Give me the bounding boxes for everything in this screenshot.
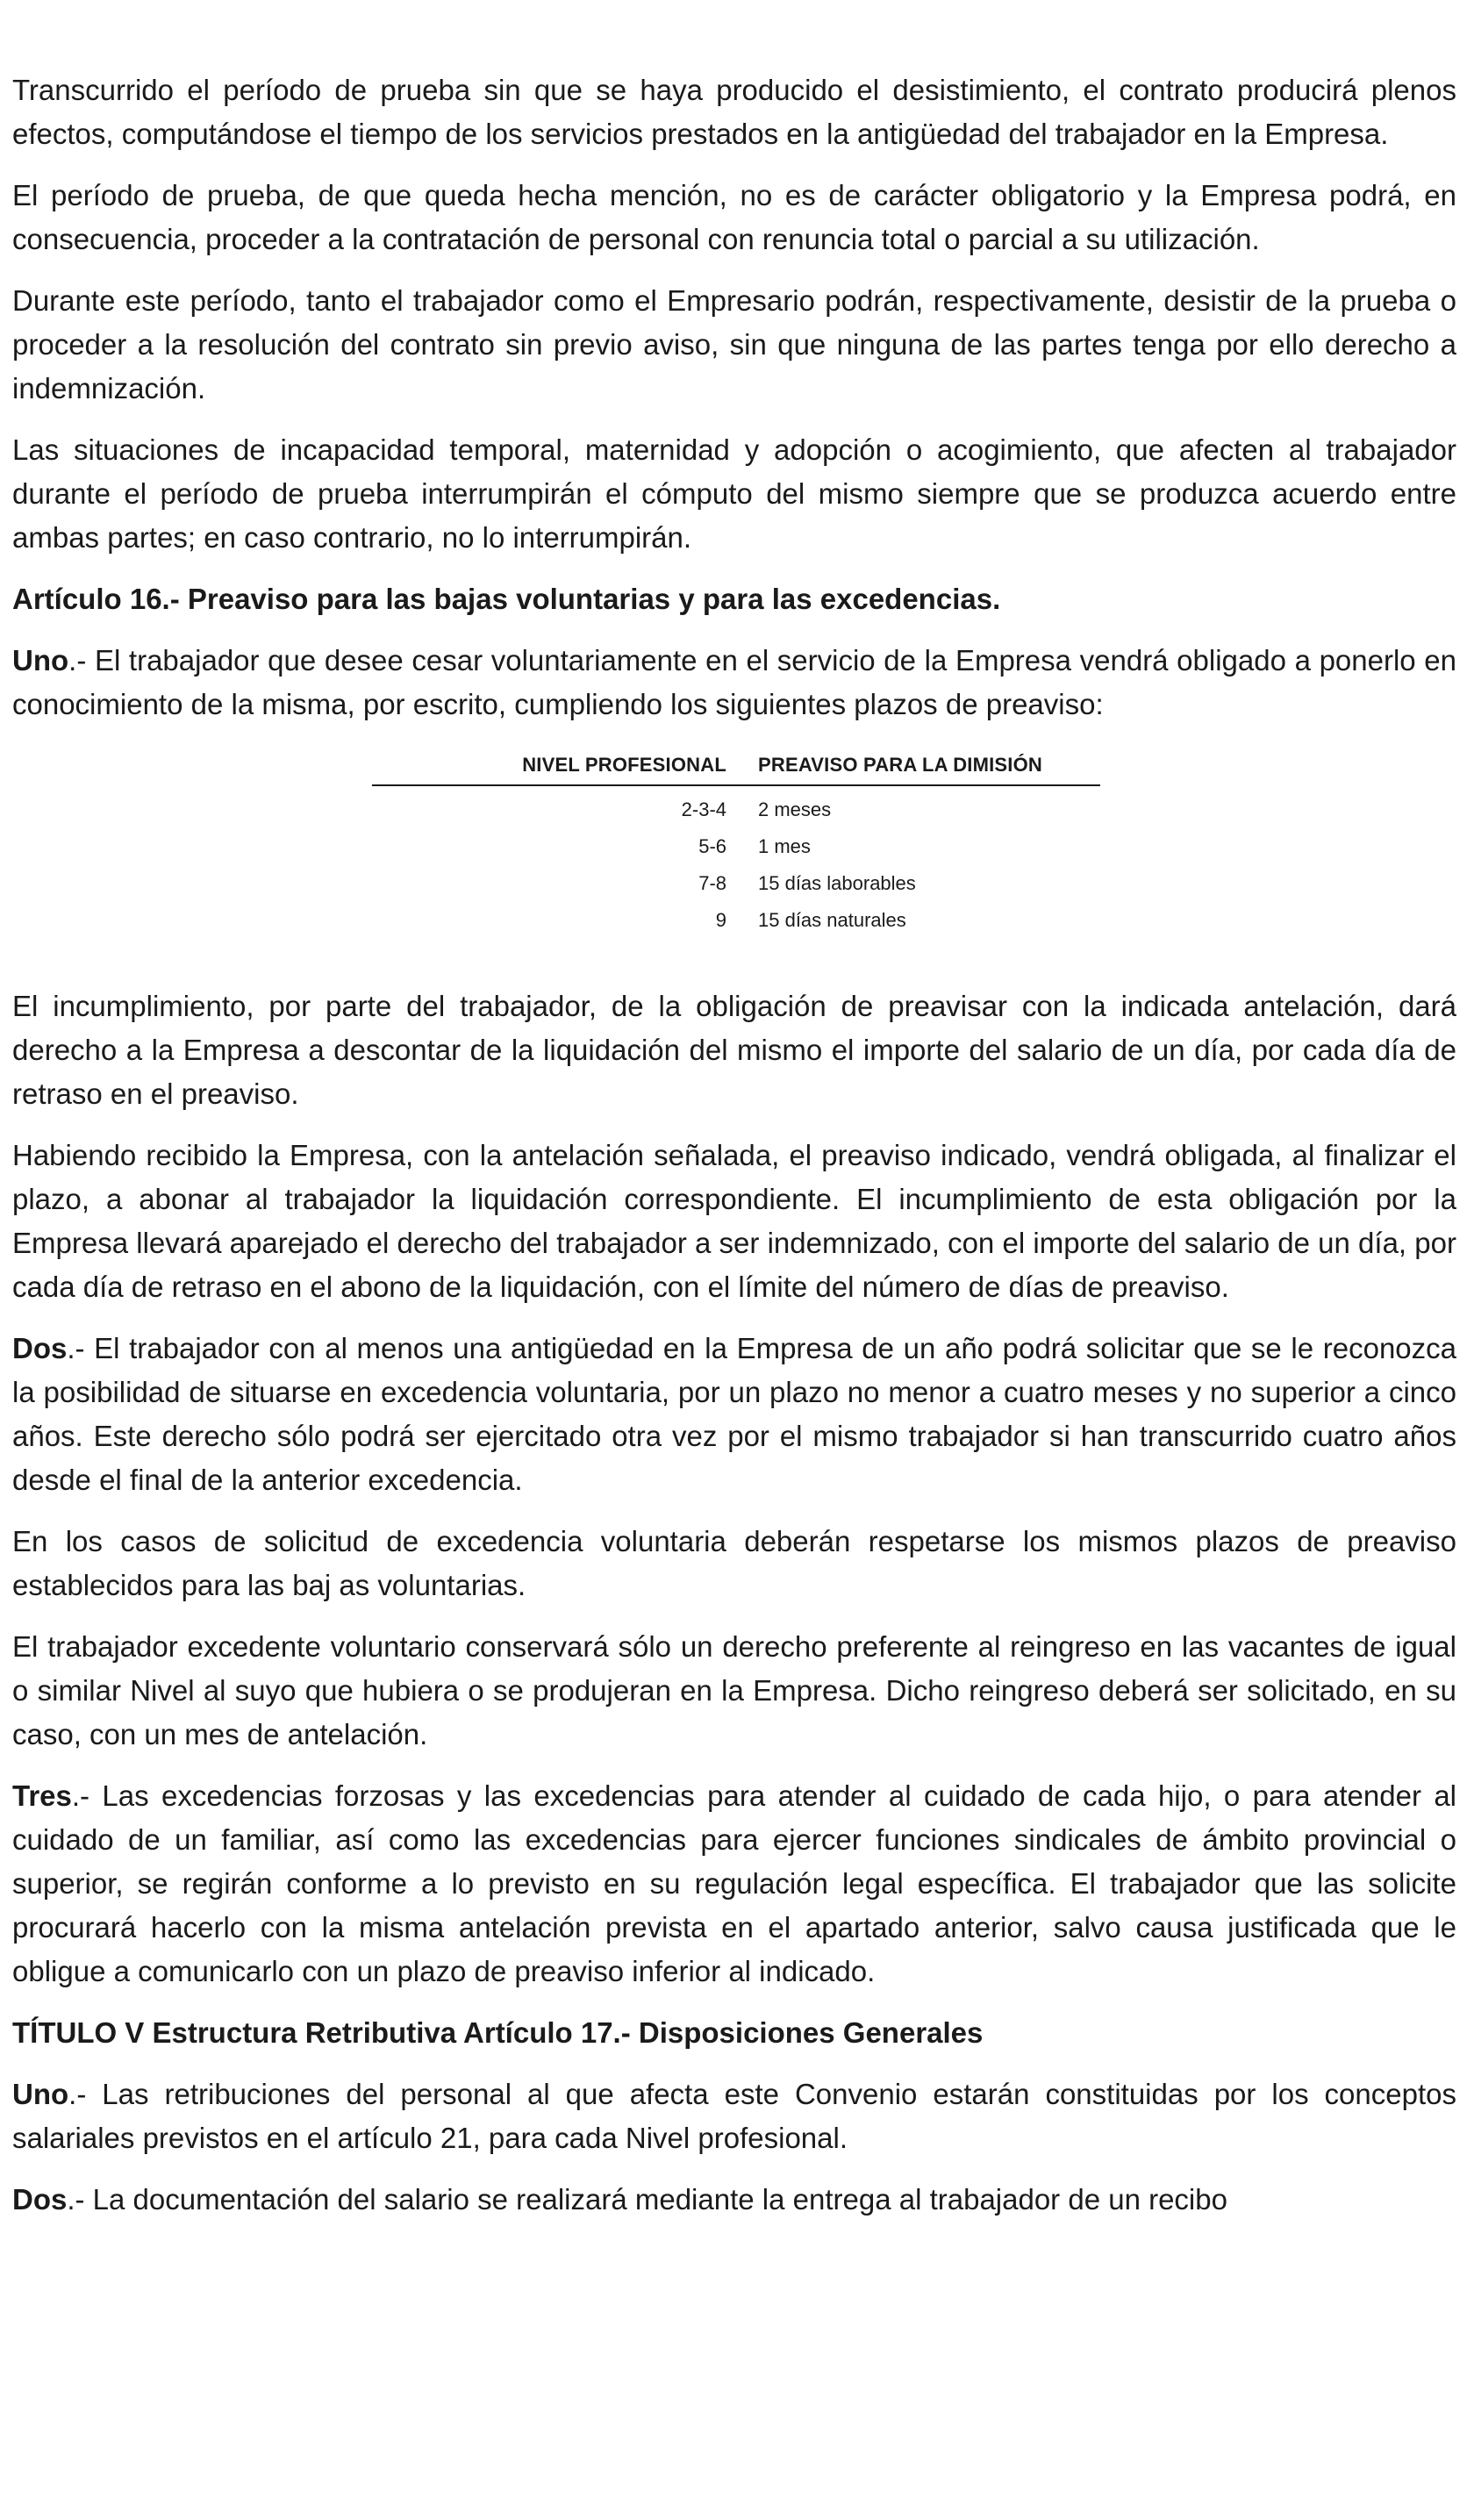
article-16-heading: Artículo 16.- Preaviso para las bajas voluntarias y para las excedencias. bbox=[12, 583, 1001, 615]
clause-text-uno: .- El trabajador que desee cesar voluntariamente en el servicio de la Empresa vendrá obligado a ponerlo en conocimiento de la misma, por escrito, cumpliendo los siguientes plazos de preaviso: bbox=[12, 644, 1456, 720]
table-header-row bbox=[372, 746, 1100, 785]
paragraph-article16-uno bbox=[12, 639, 1456, 727]
paragraph-desistimiento: Durante este período, tanto el trabajador como el Empresario podrán, respectivamente, desistir de la prueba o proceder a la resolución del contrato sin previo aviso, sin que ninguna de las partes tenga por ello derecho a indemnización. bbox=[12, 284, 1456, 404]
table-row bbox=[372, 828, 1100, 865]
clause-label-dos: Dos bbox=[12, 2183, 68, 2216]
paragraph-article17-uno bbox=[12, 2073, 1456, 2160]
clause-text-uno: .- Las retribuciones del personal al que afecta este Convenio estarán constituidas por los conceptos salariales previstos en el artículo 21, para cada Nivel profesional. bbox=[12, 2078, 1456, 2154]
cell-preaviso: 15 días laborables bbox=[758, 872, 916, 894]
clause-text-tres: .- Las excedencias forzosas y las excedencias para atender al cuidado de cada hijo, o para atender al cuidado de un familiar, así como las excedencias para ejercer funciones sindicales de ámbito provincial o superior, se regirán conforme a lo previsto en su regulación legal específica. El trabajador que las solicite procurará hacerlo con la misma antelación prevista en el apartado anterior, salvo causa justificada que le obligue a comunicarlo con un plazo de preaviso inferior al indicado. bbox=[12, 1779, 1456, 1987]
column-header-nivel-profesional: NIVEL PROFESIONAL bbox=[372, 746, 758, 785]
clause-label-uno: Uno bbox=[12, 2078, 69, 2110]
cell-preaviso: 15 días naturales bbox=[758, 909, 906, 931]
clause-label-dos: Dos bbox=[12, 1332, 68, 1364]
clause-label-tres: Tres bbox=[12, 1779, 72, 1812]
paragraph-periodo-prueba-no-obligatorio: El período de prueba, de que queda hecha mención, no es de carácter obligatorio y la Empresa podrá, en consecuencia, proceder a la contratación de personal con renuncia total o parcial a su utilización. bbox=[12, 179, 1456, 255]
cell-preaviso: 2 meses bbox=[758, 798, 832, 820]
cell-nivel: 7-8 bbox=[698, 872, 726, 894]
clause-text-dos: .- El trabajador con al menos una antigüedad en la Empresa de un año podrá solicitar que se le reconozca la posibilidad de situarse en excedencia voluntaria, por un plazo no menor a cuatro meses y no superior a cinco años. Este derecho sólo podrá ser ejercitado otra vez por el mismo trabajador si han transcurrido cuatro años desde el final de la anterior excedencia. bbox=[12, 1332, 1456, 1496]
clause-text-dos: .- La documentación del salario se realizará mediante la entrega al trabajador de un recibo bbox=[67, 2183, 1227, 2216]
paragraph-liquidacion: Habiendo recibido la Empresa, con la antelación señalada, el preaviso indicado, vendrá obligada, al finalizar el plazo, a abonar al trabajador la liquidación correspondiente. El incumplimiento de esta obligación por la Empresa llevará aparejado el derecho del trabajador a ser indemnizado, con el importe del salario de un día, por cada día de retraso en el abono de la liquidación, con el límite del número de días de preaviso. bbox=[12, 1139, 1456, 1303]
paragraph-incumplimiento-preaviso: El incumplimiento, por parte del trabajador, de la obligación de preavisar con la indicada antelación, dará derecho a la Empresa a descontar de la liquidación del mismo el importe del salario de un día, por cada día de retraso en el preaviso. bbox=[12, 990, 1456, 1110]
document-page bbox=[12, 68, 1456, 2239]
cell-nivel: 5-6 bbox=[698, 835, 726, 857]
preaviso-table-container bbox=[12, 746, 1456, 939]
paragraph-periodo-prueba-efectos: Transcurrido el período de prueba sin que se haya producido el desistimiento, el contrato producirá plenos efectos, computándose el tiempo de los servicios prestados en la antigüedad del trabajador en la Empresa. bbox=[12, 74, 1456, 150]
clause-label-uno: Uno bbox=[12, 644, 69, 677]
title-v-heading: TÍTULO V Estructura Retributiva Artículo 17.- Disposiciones Generales bbox=[12, 2016, 984, 2049]
table-row bbox=[372, 902, 1100, 939]
paragraph-article16-tres bbox=[12, 1774, 1456, 1994]
paragraph-article17-dos bbox=[12, 2178, 1456, 2222]
preaviso-table bbox=[372, 746, 1100, 939]
cell-nivel: 2-3-4 bbox=[681, 798, 726, 820]
paragraph-excedencia-plazos: En los casos de solicitud de excedencia voluntaria deberán respetarse los mismos plazos de preaviso establecidos para las baj as voluntarias. bbox=[12, 1525, 1456, 1601]
table-row bbox=[372, 785, 1100, 828]
column-header-preaviso: PREAVISO PARA LA DIMISIÓN bbox=[758, 746, 1100, 785]
table-row bbox=[372, 865, 1100, 902]
cell-preaviso: 1 mes bbox=[758, 835, 811, 857]
paragraph-excedente-reingreso: El trabajador excedente voluntario conservará sólo un derecho preferente al reingreso en las vacantes de igual o similar Nivel al suyo que hubiera o se produjeran en la Empresa. Dicho reingreso deberá ser solicitado, en su caso, con un mes de antelación. bbox=[12, 1630, 1456, 1750]
paragraph-article16-dos bbox=[12, 1327, 1456, 1502]
cell-nivel: 9 bbox=[715, 909, 726, 931]
paragraph-incapacidad-temporal: Las situaciones de incapacidad temporal, maternidad y adopción o acogimiento, que afecten al trabajador durante el período de prueba interrumpirán el cómputo del mismo siempre que se produzca acuerdo entre ambas partes; en caso contrario, no lo interrumpirán. bbox=[12, 433, 1456, 554]
